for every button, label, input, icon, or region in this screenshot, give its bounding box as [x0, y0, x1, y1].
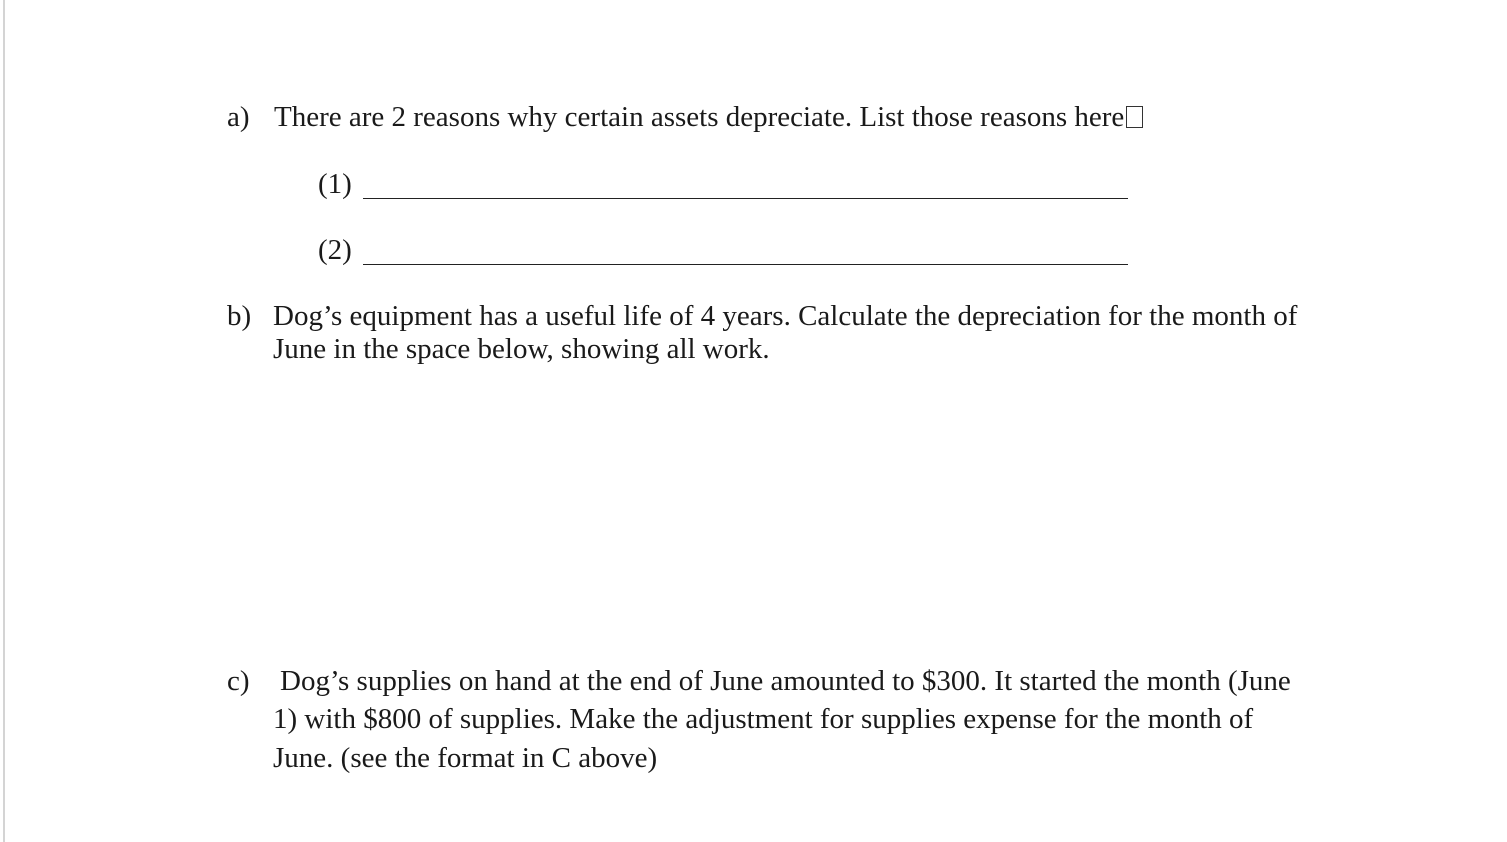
question-c-line-1: Dog’s supplies on hand at the end of June amounted to $300. It started the month (June — [280, 665, 1291, 697]
question-c-line-2: 1) with $800 of supplies. Make the adjustment for supplies expense for the month of — [273, 703, 1254, 735]
placeholder-box-icon — [1126, 106, 1143, 128]
question-b-line-1: Dog’s equipment has a useful life of 4 years. Calculate the depreciation for the month of — [273, 300, 1298, 332]
answer-label-2: (2) — [318, 234, 352, 266]
answer-label-1: (1) — [318, 168, 352, 200]
answer-row-1 — [318, 167, 1138, 201]
question-c-marker: c) — [227, 665, 250, 697]
question-a-line — [274, 100, 1143, 134]
answer-row-2 — [318, 233, 1138, 267]
answer-blank-1[interactable] — [363, 198, 1128, 199]
question-b-marker: b) — [227, 300, 252, 332]
question-c — [227, 664, 1367, 779]
question-b — [227, 299, 1367, 369]
question-a-marker: a) — [227, 101, 250, 133]
question-a — [227, 100, 1227, 134]
page-left-border — [3, 0, 5, 842]
question-c-line-3: June. (see the format in C above) — [273, 742, 658, 774]
answer-blank-2[interactable] — [363, 264, 1128, 265]
question-b-line-2: June in the space below, showing all work. — [273, 333, 770, 365]
question-a-text: There are 2 reasons why certain assets depreciate. List those reasons here — [274, 101, 1125, 133]
